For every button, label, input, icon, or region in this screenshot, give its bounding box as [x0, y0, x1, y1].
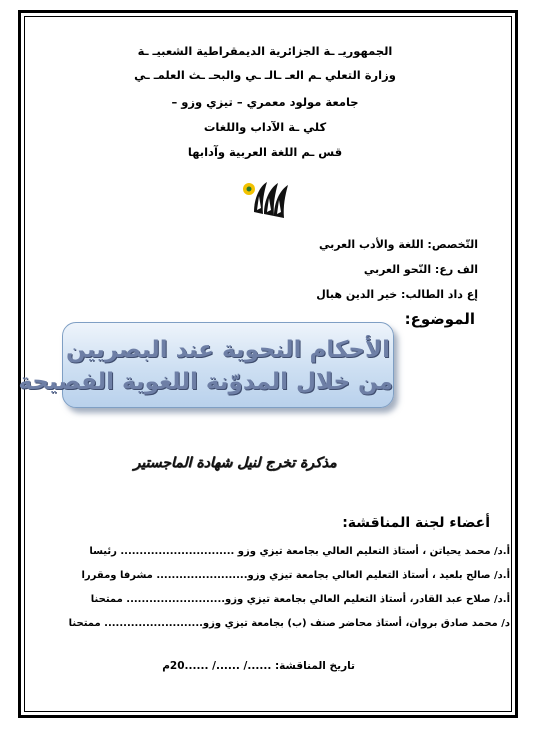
defense-date: تاريخ المناقشة: ....../ ....../ ......20م	[162, 660, 355, 672]
header-republic: الجمهوريـ ـة الجزائرية الديمقراطية الشعبيـ ـة	[137, 44, 393, 58]
title-box	[18, 322, 394, 408]
branch: الف رع: النّحو العربي	[363, 263, 478, 276]
committee-title: أعضاء لجنة المناقشة:	[342, 515, 490, 531]
title-line-2: من خلال المدوّنة اللغوية الفصيحة	[18, 369, 393, 395]
committee-member-3: أ.د/ صلاح عبد القادر، أستاذ التعليم العالي بجامعة تيزي وزو.......................... ممتحنا	[90, 594, 510, 605]
committee-member-1: أ.د/ محمد يحياتن ، أستاذ التعليم العالي بجامعة تيزي وزو .............................. رئيسا	[89, 546, 510, 557]
header-faculty: كلي ـة الآداب واللغات	[203, 120, 327, 134]
specialization: التّخصص: اللغة والأدب العربي	[318, 238, 478, 251]
student-name: إع داد الطالب: خير الدين هبال	[316, 288, 478, 301]
subject-label: الموضوع:	[404, 310, 475, 328]
university-logo-icon	[240, 172, 294, 224]
memo-purpose: مذكرة تخرج لنيل شهادة الماجستير	[133, 455, 337, 471]
header-department: قس ـم اللغة العربية وآدابها	[187, 145, 343, 159]
header-ministry: وزارة التعلي ـم العـ ـالـ ـي والبحـ ـث العلمـ ـي	[134, 68, 396, 82]
committee-member-2: أ.د/ صالح بلعيد ، أستاذ التعليم العالي بجامعة تيزي وزو........................ مشرفا ومقررا	[81, 570, 510, 581]
title-line-1: الأحكام النحوية عند البصريين	[66, 337, 390, 363]
header-university: جامعة مولود معمري – تيزي وزو –	[171, 95, 359, 109]
committee-member-4: د/ محمد صادق بروان، أستاذ محاضر صنف (ب) بجامعة تيزي وزو.......................... ممتحنا	[68, 618, 510, 629]
